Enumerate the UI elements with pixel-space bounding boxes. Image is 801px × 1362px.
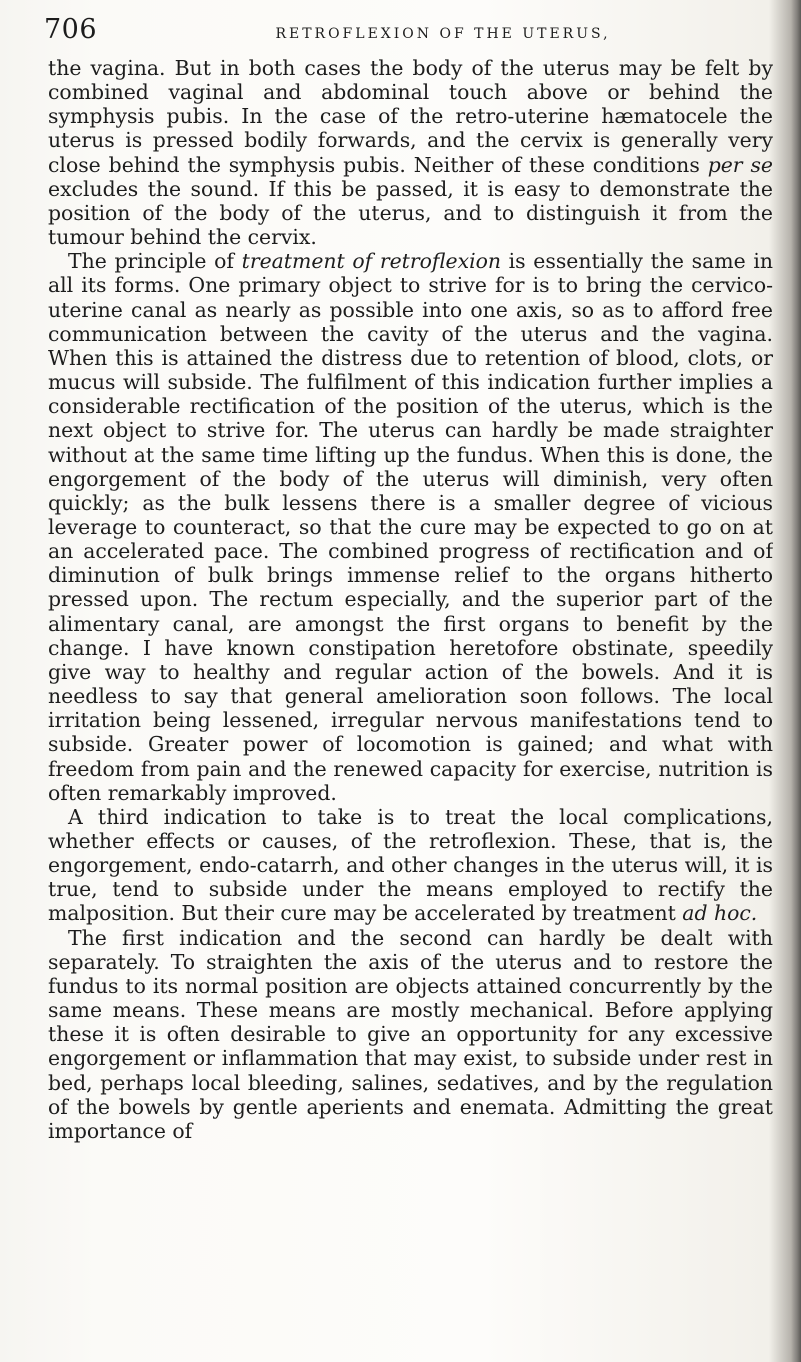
text-run: The principle of xyxy=(68,249,242,274)
page-binding-shadow xyxy=(791,0,801,1362)
italic-run: per se xyxy=(707,152,773,177)
text-run: the vagina. But in both cases the body of the uterus may be felt by combined vaginal and abdominal touch above or behind the symphysis pubis. In the case of the retro-uterine hæmatocele the uterus is pressed bodily forwards, and the cervix is generally very close behind the symphysis pubis. Neither of these conditions xyxy=(48,56,773,177)
running-head: RETROFLEXION OF THE UTERUS, xyxy=(275,26,611,42)
body-text xyxy=(48,56,773,1346)
italic-run: ad hoc. xyxy=(682,901,758,926)
text-run: A third indication to take is to treat the local complications, whether effects or causes, of the retroflexion. These, that is, the engorgement, endo-catarrh, and other changes in the uterus will, it is true, tend to subside under the means employed to rectify the malposition. But their cure may be accelerated by treatment xyxy=(48,804,773,926)
paragraph xyxy=(48,249,773,805)
italic-run: treatment of retroflexion xyxy=(241,249,501,274)
paragraph xyxy=(48,56,773,249)
text-run: The first indication and the second can hardly be dealt with separately. To straighten the axis of the uterus and to restore the fundus to its normal position are objects attained concurrently by the same means. These means are mostly mechanical. Before applying these it is often desirable to give an opportunity for any excessive engorgement or inflammation that may exist, to subside under rest in bed, perhaps local bleeding, salines, sedatives, and by the regulation of the bowels by gentle aperients and enemata. Admitting the great importance of xyxy=(48,925,773,1143)
page-number: 706 xyxy=(44,14,98,45)
text-run: is essentially the same in all its forms. One primary object to strive for is to bring the cervico-uterine canal as nearly as possible into one axis, so as to afford free communication between the cavity of the uterus and the vagina. When this is attained the distress due to retention of blood, clots, or mucus will subside. The fulfilment of this indication further implies a considerable rectification of the position of the uterus, which is the next object to strive for. The uterus can hardly be made straighter without at the same time lifting up the fundus. When this is done, the engorgement of the body of the uterus will diminish, very often quickly; as the bulk lessens there is a smaller degree of vicious leverage to counteract, so that the cure may be expected to go on at an accelerated pace. The combined progress of rectification and of diminution of bulk brings immense relief to the organs hitherto pressed upon. The rectum especially, and the superior part of the alimentary canal, are amongst the first organs to benefit by the change. I have known constipation heretofore obstinate, speedily give way to healthy and regular action of the bowels. And it is needless to say that general amelioration soon follows. The local irritation being lessened, irregular nervous manifestations tend to subside. Greater power of locomotion is gained; and what with freedom from pain and the renewed capacity for exercise, nutrition is often remarkably improved. xyxy=(48,249,773,805)
paragraph xyxy=(48,805,773,926)
paragraph xyxy=(48,926,773,1143)
text-run: excludes the sound. If this be passed, it is easy to demonstrate the position of the body of the uterus, and to distinguish it from the tumour behind the cervix. xyxy=(48,176,773,250)
page-header xyxy=(44,12,779,52)
